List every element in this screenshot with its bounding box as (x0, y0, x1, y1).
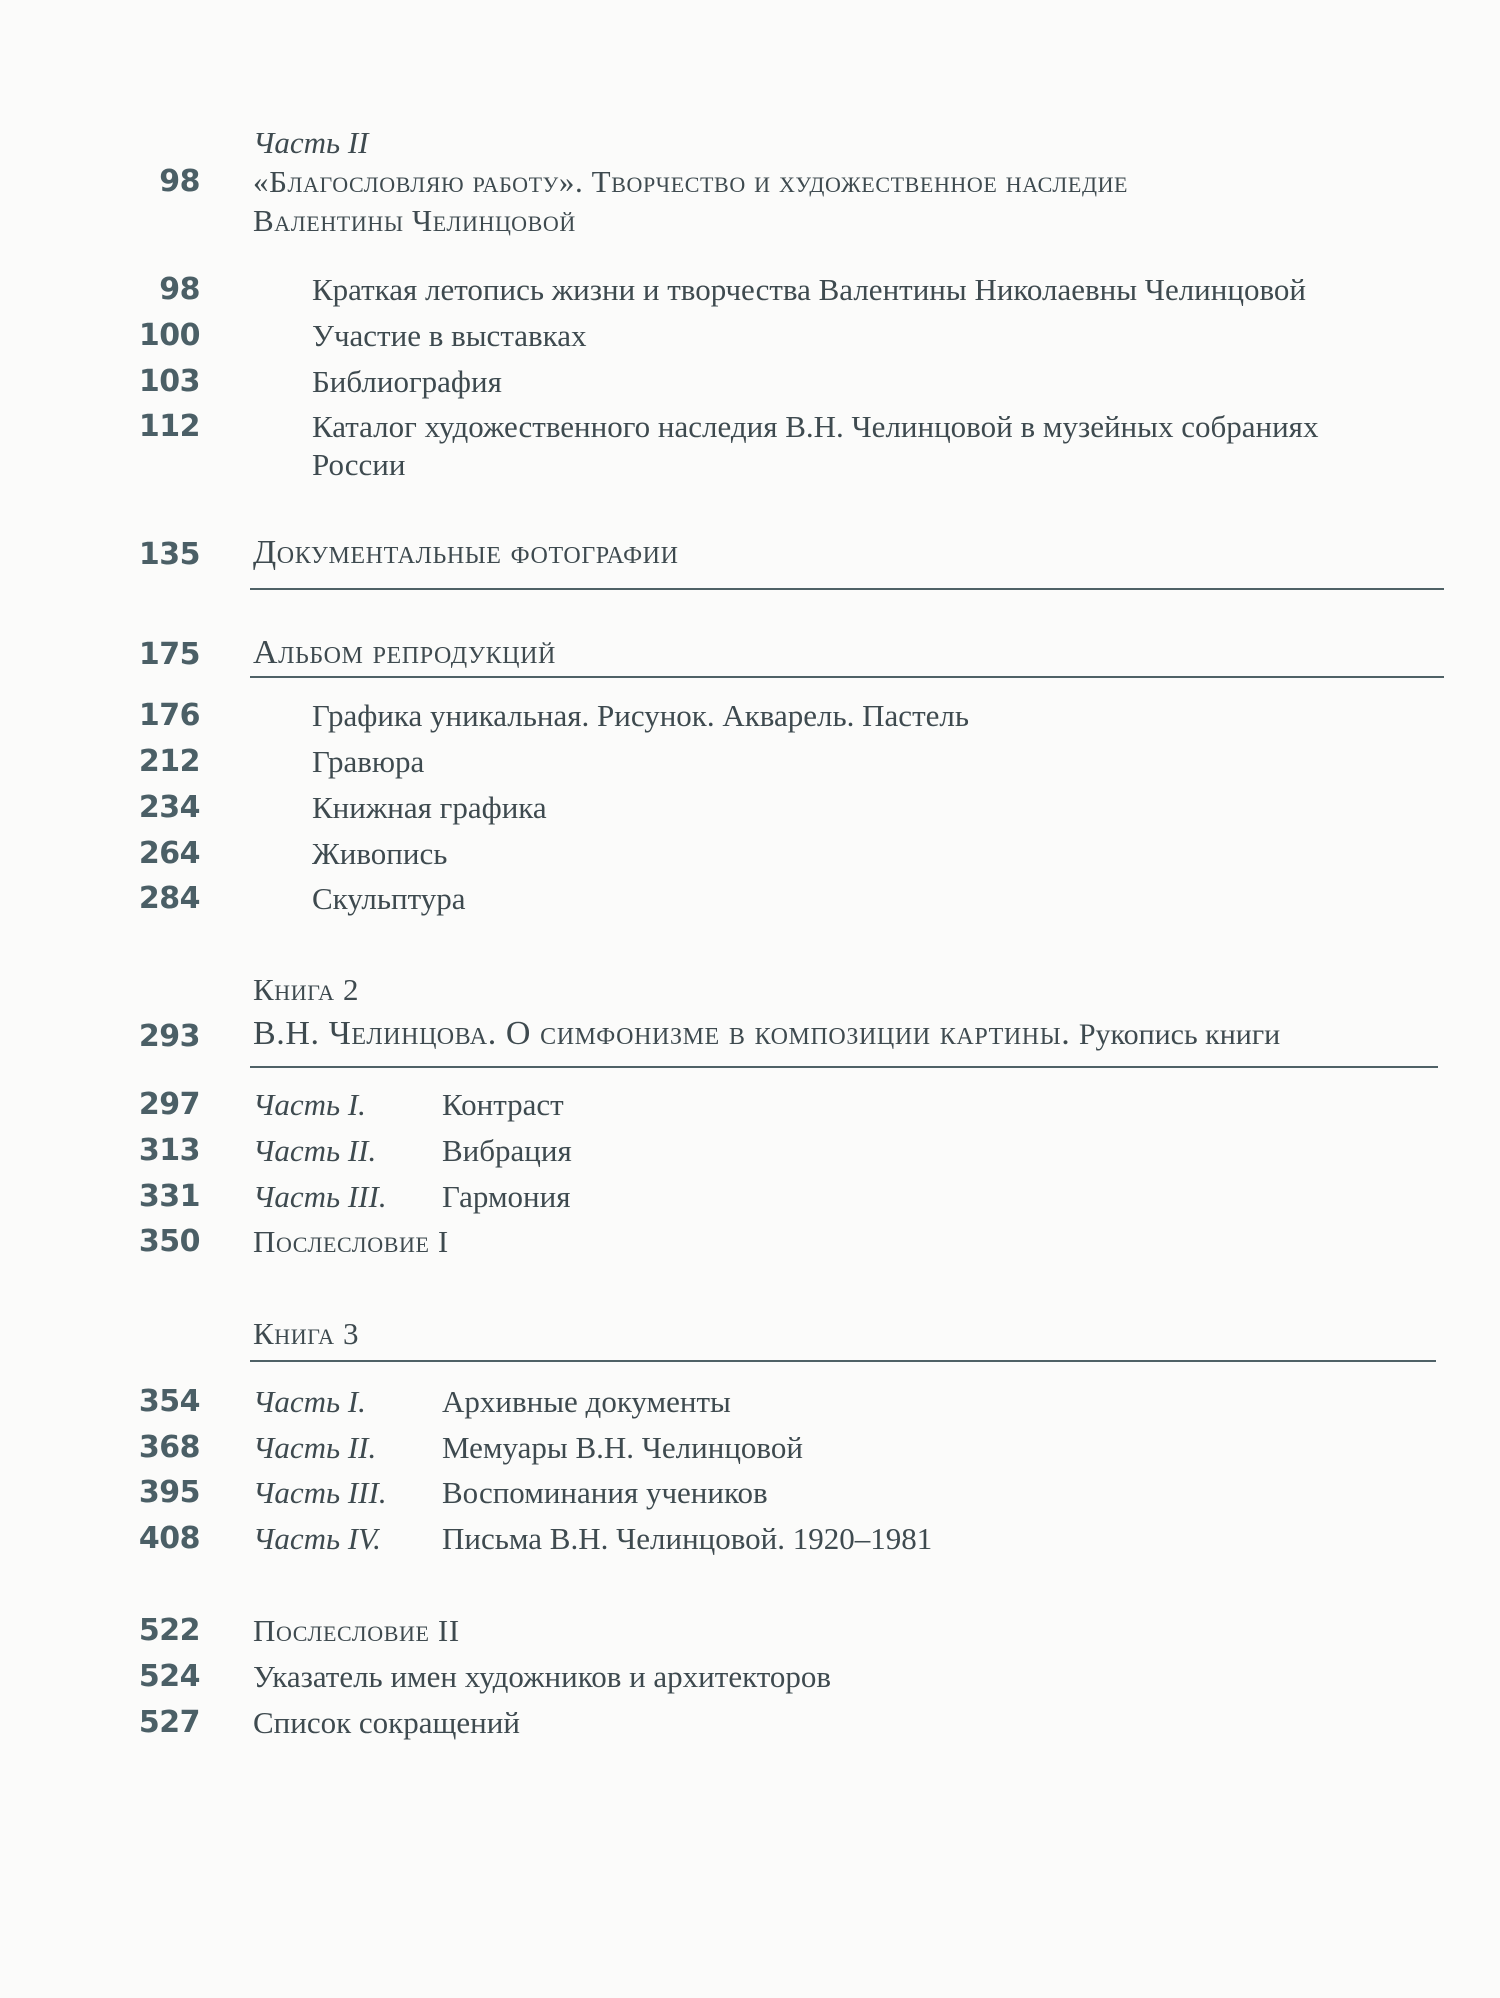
toc-entry: Архивные документы (442, 1384, 731, 1419)
toc-entry: Книжная графика (312, 790, 547, 825)
page-number: 522 (138, 1613, 200, 1648)
toc-entry-continued: России (312, 447, 406, 482)
index-entry: Указатель имен художников и архитекторов (253, 1659, 832, 1694)
toc-entry: Гармония (442, 1179, 571, 1214)
page-number: 350 (138, 1224, 200, 1259)
part-label: Часть IV. (253, 1521, 381, 1556)
toc-entry: Вибрация (442, 1133, 572, 1168)
part-label: Часть III. (253, 1179, 387, 1214)
page-number: 524 (138, 1659, 200, 1694)
part-label: Часть II (253, 125, 369, 160)
page-number: 527 (138, 1705, 200, 1740)
part-label: Часть III. (253, 1475, 387, 1510)
page-number: 103 (138, 364, 200, 399)
afterword-entry: Послесловие I (253, 1224, 449, 1259)
section-title-continued: Валентины Челинцовой (253, 203, 576, 238)
page-number: 176 (138, 698, 200, 733)
toc-entry: Библиография (312, 364, 502, 399)
toc-entry: Краткая летопись жизни и творчества Валентины Николаевны Челинцовой (312, 272, 1306, 307)
page-number: 98 (159, 272, 200, 307)
section-divider (250, 1360, 1436, 1362)
toc-entry: Живопись (312, 836, 448, 871)
section-title (253, 1015, 1280, 1053)
page-number: 112 (138, 409, 200, 444)
section-title: Документальные фотографии (253, 534, 679, 571)
toc-entry: Контраст (442, 1087, 564, 1122)
section-divider (250, 588, 1444, 590)
book-label: Книга 3 (253, 1316, 360, 1351)
section-title: Альбом репродукций (253, 634, 556, 671)
page-number: 368 (138, 1430, 200, 1465)
page-number: 175 (138, 637, 200, 672)
page-number: 212 (138, 744, 200, 779)
section-divider (250, 676, 1444, 678)
part-label: Часть II. (253, 1133, 377, 1168)
toc-entry: Мемуары В.Н. Челинцовой (442, 1430, 803, 1465)
book-label: Книга 2 (253, 972, 360, 1007)
section-divider (250, 1066, 1438, 1068)
page-number: 354 (138, 1384, 200, 1419)
page-number: 408 (138, 1521, 200, 1556)
part-label: Часть I. (253, 1384, 366, 1419)
page-number: 98 (159, 164, 200, 199)
toc-entry: Каталог художественного наследия В.Н. Челинцовой в музейных собраниях (312, 409, 1319, 444)
page-number: 313 (138, 1133, 200, 1168)
toc-entry: Скульптура (312, 881, 466, 916)
abbreviations-entry: Список сокращений (253, 1705, 520, 1740)
page-number: 264 (138, 836, 200, 871)
page-number: 234 (138, 790, 200, 825)
page-number: 293 (138, 1019, 200, 1054)
section-title: «Благословляю работу». Творчество и художественное наследие (253, 164, 1129, 199)
page-number: 284 (138, 881, 200, 916)
book-title: В.Н. Челинцова. О симфонизме в композиции картины. (253, 1015, 1071, 1052)
page-number: 297 (138, 1087, 200, 1122)
page-number: 331 (138, 1179, 200, 1214)
part-label: Часть II. (253, 1430, 377, 1465)
afterword-entry: Послесловие II (253, 1613, 460, 1648)
toc-entry: Воспоминания учеников (442, 1475, 768, 1510)
toc-entry: Графика уникальная. Рисунок. Акварель. Пастель (312, 698, 969, 733)
part-label: Часть I. (253, 1087, 366, 1122)
toc-entry: Участие в выставках (312, 318, 587, 353)
book-subtitle: Рукопись книги (1078, 1018, 1281, 1051)
page-number: 135 (138, 537, 200, 572)
page-number: 395 (138, 1475, 200, 1510)
toc-entry: Письма В.Н. Челинцовой. 1920–1981 (442, 1521, 933, 1556)
page-number: 100 (138, 318, 200, 353)
toc-entry: Гравюра (312, 744, 425, 779)
